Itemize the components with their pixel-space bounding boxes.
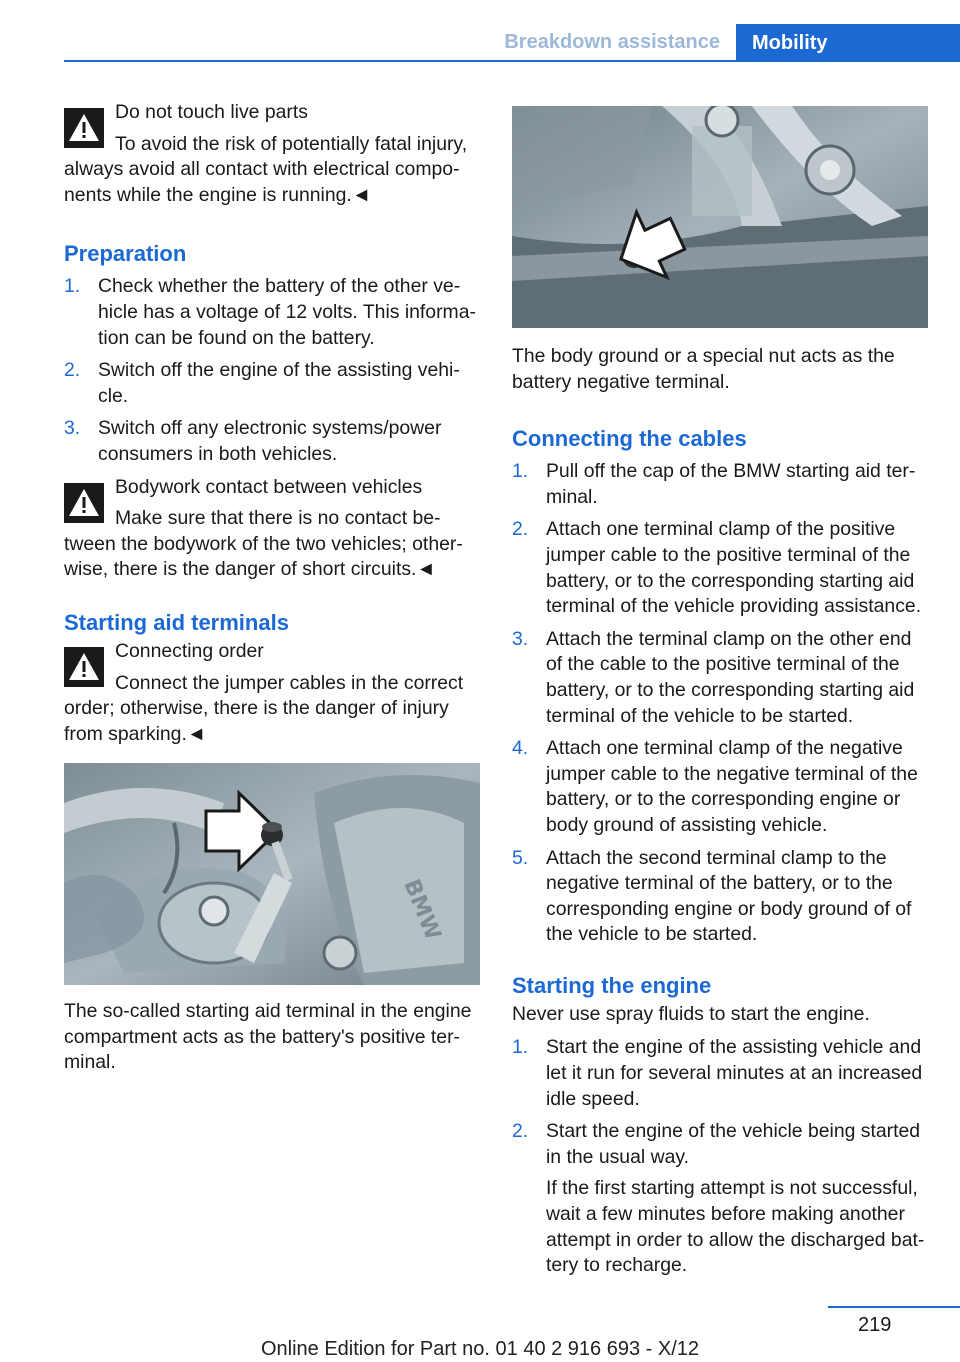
list-item: 1. Check whether the battery of the other vehicle has a voltage of 12 volts. This information can be found on the battery. bbox=[64, 275, 476, 349]
warning-title: Connecting order bbox=[115, 639, 264, 662]
starting-intro: Never use spray fluids to start the engine. bbox=[512, 1002, 870, 1025]
starting-steps bbox=[512, 1035, 930, 1278]
list-item: 1. Pull off the cap of the BMW starting aid terminal. bbox=[512, 460, 916, 508]
warning-body: Connect the jumper cables in the correct order; otherwise, there is the danger of injury from sparking.◄ bbox=[64, 671, 464, 745]
header-tab[interactable]: Mobility bbox=[736, 24, 960, 62]
header-rule bbox=[64, 60, 960, 62]
right-column bbox=[512, 106, 930, 1286]
page-number: 219 bbox=[858, 1314, 892, 1336]
terminal-caption: The so-called starting aid terminal in the engine compartment acts as the battery's positive terminal. bbox=[64, 1000, 472, 1074]
warning-connecting-order bbox=[64, 639, 480, 747]
engine-starting-aid-terminal-photo bbox=[64, 763, 480, 985]
warning-triangle-icon bbox=[64, 647, 104, 687]
heading-preparation: Preparation bbox=[64, 241, 187, 267]
step-note: If the first starting attempt is not successful, wait a few minutes before making another attempt in order to allow the discharged battery to recharge. bbox=[546, 1177, 925, 1277]
header-section-title: Breakdown assistance bbox=[504, 31, 720, 53]
warning-title: Bodywork contact between vehicles bbox=[115, 475, 423, 498]
warning-body: To avoid the risk of potentially fatal injury, always avoid all contact with electrical components while the engine is running.◄ bbox=[64, 132, 468, 206]
preparation-steps bbox=[64, 274, 480, 467]
warning-triangle-icon bbox=[64, 483, 104, 523]
list-item: 2. Attach one terminal clamp of the positive jumper cable to the positive terminal of the battery, or to the corresponding starting aid terminal of the vehicle providing assistance. bbox=[512, 518, 922, 618]
footer-edition: Online Edition for Part no. 01 40 2 916 693 - X/12 bbox=[260, 1338, 700, 1360]
list-item: 3. Attach the terminal clamp on the other end of the cable to the positive terminal of the battery, or to the corresponding starting aid terminal of the vehicle to be started. bbox=[512, 627, 915, 727]
list-item: 5. Attach the second terminal clamp to the negative terminal of the battery, or to the corresponding engine or body ground of of the vehicle to be started. bbox=[512, 846, 912, 946]
heading-starting-engine: Starting the engine bbox=[512, 972, 712, 998]
list-item: 1. Start the engine of the assisting vehicle and let it run for several minutes at an increased idle speed. bbox=[512, 1036, 923, 1110]
left-column bbox=[64, 100, 480, 1076]
warning-triangle-icon bbox=[64, 108, 104, 148]
heading-starting-aid-terminals: Starting aid terminals bbox=[64, 609, 289, 635]
list-item: 2. Start the engine of the vehicle being started in the usual way. If the first starting attempt is not successful, wait a few minutes before making another attempt in order to allow the discharged battery to recharge. bbox=[512, 1119, 930, 1279]
svg-text:BMW: BMW bbox=[398, 876, 446, 944]
warning-body: Make sure that there is no contact between the bodywork of the two vehicles; otherwise, there is the danger of short circuits.◄ bbox=[64, 507, 463, 581]
warning-title: Do not touch live parts bbox=[115, 101, 308, 123]
warning-bodywork-contact bbox=[64, 475, 480, 583]
heading-connecting-cables: Connecting the cables bbox=[512, 426, 747, 452]
list-item: 3. Switch off any electronic systems/power consumers in both vehicles. bbox=[64, 417, 442, 465]
footer-rule bbox=[828, 1306, 960, 1308]
ground-caption: The body ground or a special nut acts as the battery negative terminal. bbox=[512, 345, 895, 393]
list-item: 4. Attach one terminal clamp of the negative jumper cable to the negative terminal of the battery, or to the corresponding engine or body ground of assisting vehicle. bbox=[512, 737, 918, 836]
body-ground-nut-photo bbox=[512, 106, 928, 328]
connecting-steps bbox=[512, 459, 930, 948]
list-item: 2. Switch off the engine of the assisting vehicle. bbox=[64, 359, 460, 407]
warning-live-parts bbox=[64, 100, 480, 208]
